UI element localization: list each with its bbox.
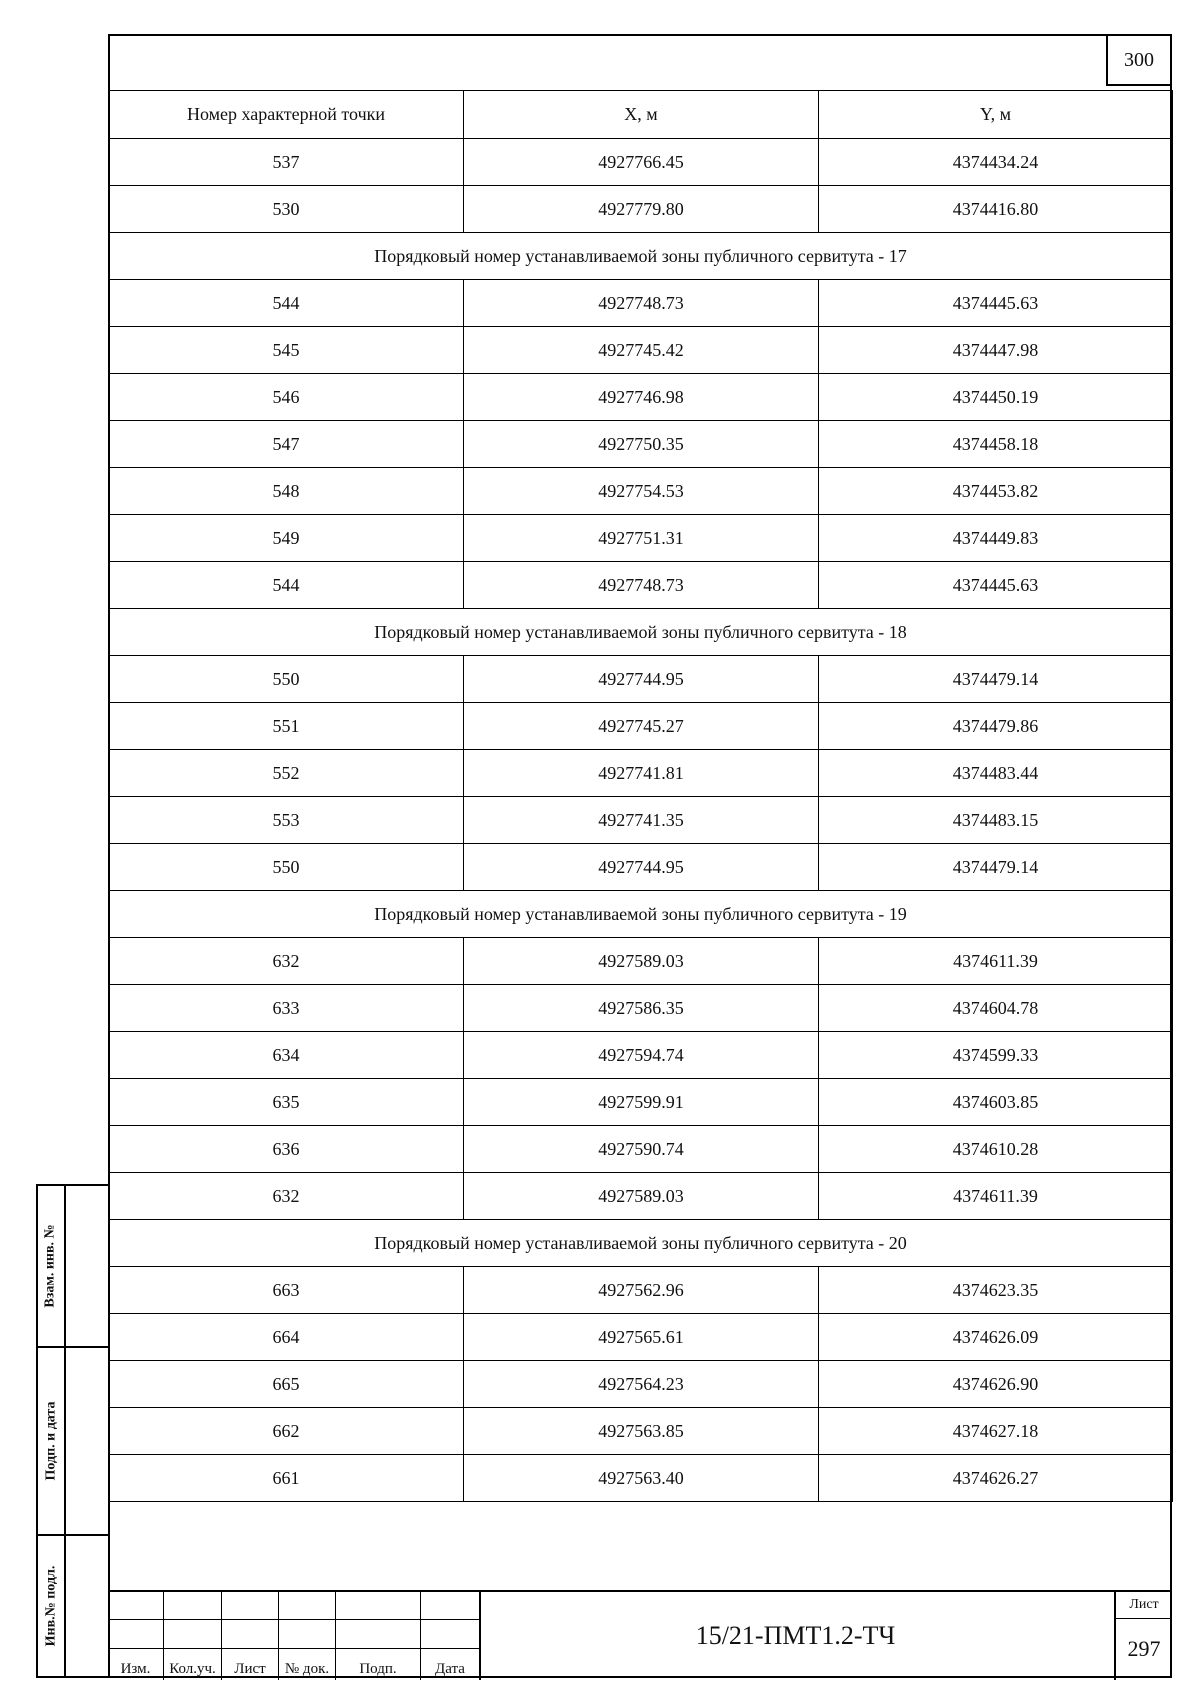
point-number-cell: 545: [109, 327, 464, 374]
zone-header-row: [109, 609, 1173, 656]
x-coordinate-cell: 4927746.98: [464, 374, 819, 421]
point-number-cell: 546: [109, 374, 464, 421]
point-number-cell: 632: [109, 938, 464, 985]
x-coordinate-cell: 4927779.80: [464, 186, 819, 233]
x-coordinate-cell: 4927750.35: [464, 421, 819, 468]
page-top-number: 300: [1106, 34, 1172, 86]
x-coordinate-cell: 4927745.42: [464, 327, 819, 374]
x-coordinate-cell: 4927751.31: [464, 515, 819, 562]
zone-header-row: [109, 233, 1173, 280]
x-coordinate-cell: 4927766.45: [464, 139, 819, 186]
point-number-cell: 530: [109, 186, 464, 233]
y-coordinate-cell: 4374453.82: [819, 468, 1173, 515]
table-row: [109, 844, 1173, 891]
y-coordinate-cell: 4374603.85: [819, 1079, 1173, 1126]
x-coordinate-cell: 4927599.91: [464, 1079, 819, 1126]
stamp-cell: [336, 1620, 421, 1649]
y-coordinate-cell: 4374626.27: [819, 1455, 1173, 1502]
point-number-cell: 553: [109, 797, 464, 844]
table-row: [109, 1455, 1173, 1502]
point-number-cell: 548: [109, 468, 464, 515]
point-number-cell: 547: [109, 421, 464, 468]
header-y: Y, м: [819, 91, 1173, 139]
point-number-cell: 551: [109, 703, 464, 750]
table-row: [109, 1032, 1173, 1079]
stamp-cell: [108, 1620, 164, 1649]
header-x: X, м: [464, 91, 819, 139]
point-number-cell: 550: [109, 844, 464, 891]
stamp-col-date: Дата: [435, 1661, 465, 1677]
table-row: [109, 1267, 1173, 1314]
point-number-cell: 549: [109, 515, 464, 562]
zone-header-row: [109, 1220, 1173, 1267]
point-number-cell: 635: [109, 1079, 464, 1126]
header-point-number: Номер характерной точки: [109, 91, 464, 139]
point-number-cell: 544: [109, 280, 464, 327]
y-coordinate-cell: 4374479.86: [819, 703, 1173, 750]
coordinates-table: [108, 90, 1173, 1502]
stamp-col-signature: Подп.: [336, 1649, 421, 1680]
x-coordinate-cell: 4927563.40: [464, 1455, 819, 1502]
stamp-col-izm: Изм.: [108, 1649, 164, 1680]
table-row: [109, 938, 1173, 985]
point-number-cell: 636: [109, 1126, 464, 1173]
stamp-cell: [164, 1620, 222, 1649]
stamp-cell: [421, 1620, 479, 1649]
side-stamp: [36, 1184, 108, 1678]
point-number-cell: 663: [109, 1267, 464, 1314]
table-row: [109, 1079, 1173, 1126]
table-row: [109, 468, 1173, 515]
stamp-col-kol-uch: Кол.уч.: [164, 1649, 222, 1680]
x-coordinate-cell: 4927744.95: [464, 656, 819, 703]
y-coordinate-cell: 4374627.18: [819, 1408, 1173, 1455]
table-row: [109, 703, 1173, 750]
x-coordinate-cell: 4927565.61: [464, 1314, 819, 1361]
drawing-frame: [108, 34, 1172, 1678]
y-coordinate-cell: 4374450.19: [819, 374, 1173, 421]
x-coordinate-cell: 4927563.85: [464, 1408, 819, 1455]
side-cell-signature-date: [38, 1348, 108, 1536]
table-header-row: [109, 91, 1173, 139]
side-cell-replacement-inv: [38, 1186, 108, 1348]
side-label-box: [38, 1186, 66, 1346]
point-number-cell: 552: [109, 750, 464, 797]
table-row: [109, 985, 1173, 1032]
point-number-cell: 664: [109, 1314, 464, 1361]
table-row: [109, 186, 1173, 233]
y-coordinate-cell: 4374611.39: [819, 1173, 1173, 1220]
side-cell-original-inv: [38, 1536, 108, 1676]
x-coordinate-cell: 4927748.73: [464, 562, 819, 609]
y-coordinate-cell: 4374479.14: [819, 844, 1173, 891]
x-coordinate-cell: 4927745.27: [464, 703, 819, 750]
zone-label: Порядковый номер устанавливаемой зоны публичного сервитута - 18: [109, 609, 1173, 656]
x-coordinate-cell: 4927562.96: [464, 1267, 819, 1314]
stamp-col-list: Лист: [222, 1649, 279, 1680]
point-number-cell: 537: [109, 139, 464, 186]
x-coordinate-cell: 4927589.03: [464, 938, 819, 985]
side-label-box: [38, 1348, 66, 1534]
x-coordinate-cell: 4927590.74: [464, 1126, 819, 1173]
stamp-cell: [336, 1592, 421, 1620]
stamp-col-doc-no: № док.: [279, 1649, 336, 1680]
x-coordinate-cell: 4927744.95: [464, 844, 819, 891]
y-coordinate-cell: 4374445.63: [819, 280, 1173, 327]
x-coordinate-cell: 4927754.53: [464, 468, 819, 515]
point-number-cell: 665: [109, 1361, 464, 1408]
zone-label: Порядковый номер устанавливаемой зоны публичного сервитута - 17: [109, 233, 1173, 280]
point-number-cell: 634: [109, 1032, 464, 1079]
stamp-cell: [108, 1592, 164, 1620]
x-coordinate-cell: 4927594.74: [464, 1032, 819, 1079]
stamp-cell: [421, 1592, 479, 1620]
y-coordinate-cell: 4374479.14: [819, 656, 1173, 703]
table-row: [109, 421, 1173, 468]
table-row: [109, 1361, 1173, 1408]
stamp-cell: [279, 1592, 336, 1620]
y-coordinate-cell: 4374449.83: [819, 515, 1173, 562]
table-row: [109, 374, 1173, 421]
table-row: [109, 656, 1173, 703]
table-row: [109, 139, 1173, 186]
sheet-box: [1114, 1592, 1172, 1680]
side-label-signature-date: Подп. и дата: [43, 1401, 58, 1481]
side-label-replacement-inv: Взам. инв. №: [43, 1224, 59, 1308]
stamp-cell: [279, 1620, 336, 1649]
side-label-original-inv: Инв.№ подл.: [43, 1565, 58, 1647]
x-coordinate-cell: 4927741.35: [464, 797, 819, 844]
y-coordinate-cell: 4374610.28: [819, 1126, 1173, 1173]
table-row: [109, 1173, 1173, 1220]
y-coordinate-cell: 4374416.80: [819, 186, 1173, 233]
table-row: [109, 1408, 1173, 1455]
y-coordinate-cell: 4374604.78: [819, 985, 1173, 1032]
sheet-label: Лист: [1116, 1592, 1172, 1619]
x-coordinate-cell: 4927748.73: [464, 280, 819, 327]
stamp-cell: [222, 1620, 279, 1649]
table-row: [109, 327, 1173, 374]
point-number-cell: 633: [109, 985, 464, 1032]
y-coordinate-cell: 4374434.24: [819, 139, 1173, 186]
table-row: [109, 797, 1173, 844]
y-coordinate-cell: 4374626.90: [819, 1361, 1173, 1408]
point-number-cell: 544: [109, 562, 464, 609]
point-number-cell: 662: [109, 1408, 464, 1455]
point-number-cell: 661: [109, 1455, 464, 1502]
point-number-cell: 550: [109, 656, 464, 703]
y-coordinate-cell: 4374483.15: [819, 797, 1173, 844]
x-coordinate-cell: 4927589.03: [464, 1173, 819, 1220]
x-coordinate-cell: 4927586.35: [464, 985, 819, 1032]
zone-label: Порядковый номер устанавливаемой зоны публичного сервитута - 19: [109, 891, 1173, 938]
side-label-box: [38, 1536, 66, 1676]
stamp-cell: [222, 1592, 279, 1620]
y-coordinate-cell: 4374626.09: [819, 1314, 1173, 1361]
x-coordinate-cell: 4927564.23: [464, 1361, 819, 1408]
title-block: [108, 1590, 1172, 1678]
y-coordinate-cell: 4374623.35: [819, 1267, 1173, 1314]
x-coordinate-cell: 4927741.81: [464, 750, 819, 797]
zone-label: Порядковый номер устанавливаемой зоны публичного сервитута - 20: [109, 1220, 1173, 1267]
table-row: [109, 1126, 1173, 1173]
y-coordinate-cell: 4374483.44: [819, 750, 1173, 797]
zone-header-row: [109, 891, 1173, 938]
revision-grid: [108, 1592, 481, 1680]
sheet-number: 297: [1127, 1636, 1161, 1661]
stamp-cell: [164, 1592, 222, 1620]
table-row: [109, 750, 1173, 797]
document-code: 15/21-ПМТ1.2-ТЧ: [695, 1621, 896, 1650]
point-number-cell: 632: [109, 1173, 464, 1220]
y-coordinate-cell: 4374599.33: [819, 1032, 1173, 1079]
table-row: [109, 280, 1173, 327]
y-coordinate-cell: 4374447.98: [819, 327, 1173, 374]
table-row: [109, 515, 1173, 562]
table-row: [109, 1314, 1173, 1361]
table-row: [109, 562, 1173, 609]
y-coordinate-cell: 4374445.63: [819, 562, 1173, 609]
y-coordinate-cell: 4374458.18: [819, 421, 1173, 468]
y-coordinate-cell: 4374611.39: [819, 938, 1173, 985]
